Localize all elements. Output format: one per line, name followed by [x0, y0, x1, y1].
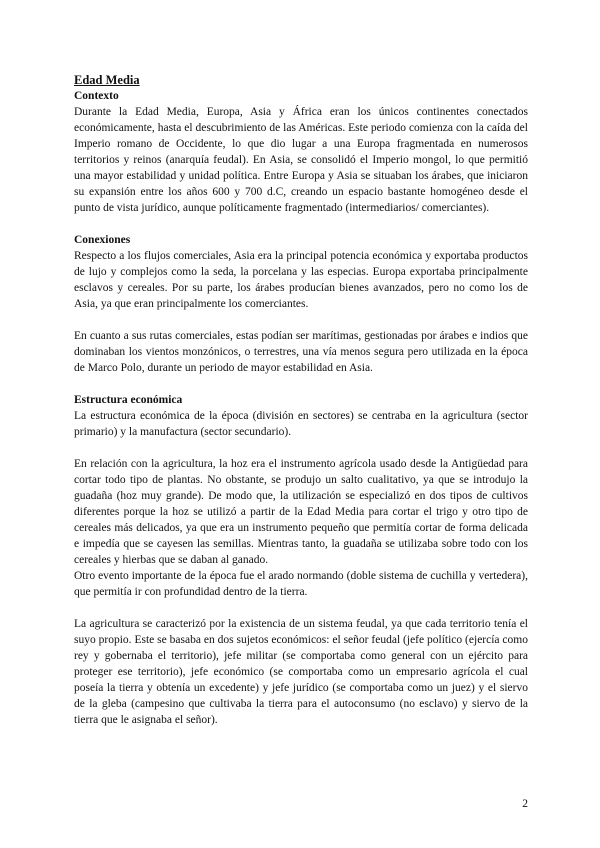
document-page — [74, 72, 528, 728]
section-heading-contexto: Contexto — [74, 90, 119, 102]
paragraph-rutas-comerciales: En cuanto a sus rutas comerciales, estas podían ser marítimas, gestionadas por árabes e indios que dominaban los vientos monzónicos, o terrestres, una vía menos segura pero utilizada en la época de Marco Polo, durante un periodo de mayor estabilidad en Asia. — [74, 330, 528, 374]
spacer — [74, 440, 528, 456]
paragraph-flujos-comerciales: Respecto a los flujos comerciales, Asia era la principal potencia económica y exportaba productos de lujo y complejos como la seda, la porcelana y las especias. Europa exportaba principalmente esclavos y cereales. Por su parte, los árabes producían bienes avanzados, pero no como los de Asia, ya que eran principalmente los comerciantes. — [74, 250, 528, 310]
spacer — [74, 216, 528, 232]
document-title: Edad Media — [74, 73, 140, 87]
paragraph-estructura: La estructura económica de la época (división en sectores) se centraba en la agricultura (sector primario) y la manufactura (sector secundario). — [74, 410, 528, 438]
spacer — [74, 376, 528, 392]
spacer — [74, 600, 528, 616]
paragraph-contexto: Durante la Edad Media, Europa, Asia y África eran los únicos continentes conectados económicamente, hasta el descubrimiento de las Américas. Este periodo comienza con la caída del Imperio romano de Occidente, lo que dio lugar a una Europa fragmentada en numerosos territorios y reinos (anarquía feudal). En Asia, se consolidó el Imperio mongol, lo que permitió una mayor estabilidad y unidad política. Entre Europa y Asia se situaban los árabes, que iniciaron su expansión entre los años 600 y 700 d.C, creando un espacio bastante homogéneo desde el punto de vista jurídico, aunque políticamente fragmentado (intermediarios/ comerciantes). — [74, 106, 528, 214]
section-heading-estructura-economica: Estructura económica — [74, 394, 183, 406]
paragraph-agricultura: En relación con la agricultura, la hoz era el instrumento agrícola usado desde la Antigüedad para cortar todo tipo de plantas. No obstante, se produjo un salto cualitativo, ya que se introdujo la guadaña (hoz muy grande). De modo que, la utilización se especializó en dos tipos de cultivos diferentes porque la hoz se utilizó a partir de la Edad Media para cortar el trigo y otro tipo de cereales más delicados, ya que era un instrumento pequeño que permitía cortar de forma delicada e impedía que se cayesen las semillas. Mientras tanto, la guadaña se utilizaba sobre todo con los cereales y hierbas que se daban al ganado. — [74, 458, 528, 566]
section-heading-conexiones: Conexiones — [74, 234, 131, 246]
paragraph-arado: Otro evento importante de la época fue el arado normando (doble sistema de cuchilla y vertedera), que permitía ir con profundidad dentro de la tierra. — [74, 570, 528, 598]
spacer — [74, 312, 528, 328]
page-number: 2 — [522, 798, 528, 810]
paragraph-sistema-feudal: La agricultura se caracterizó por la existencia de un sistema feudal, ya que cada territorio tenía el suyo propio. Este se basaba en dos sujetos económicos: el señor feudal (jefe político (ejercía como rey y gobernaba el territorio), jefe militar (se comportaba como general con un ejército para proteger ese territorio), jefe económico (se comportaba como un empresario agrícola el cual poseía la tierra y obtenía un excedente) y jefe jurídico (se comportaba como un juez) y el siervo de la gleba (campesino que cultivaba la tierra para el autoconsumo (no esclavo) y siervo de la tierra que le asignaba el señor). — [74, 618, 528, 726]
